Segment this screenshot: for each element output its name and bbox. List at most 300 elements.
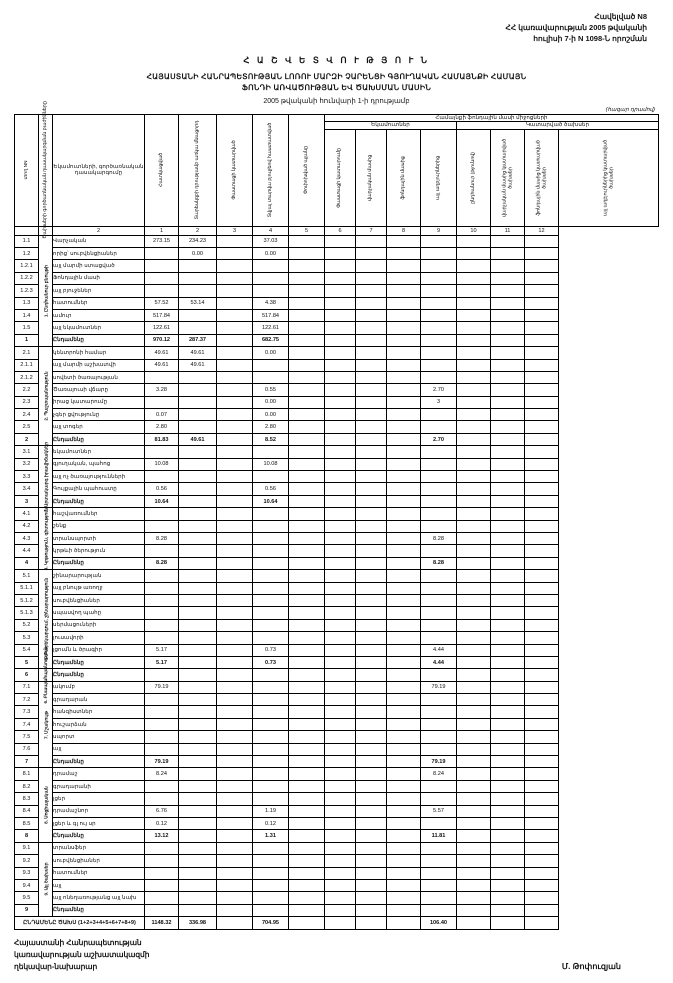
row-value-9 [421, 359, 457, 371]
row-name: Ընդամենը [53, 904, 145, 916]
row-index: 8.3 [15, 793, 39, 805]
row-value-10 [457, 495, 491, 507]
row-name: հաշվառումներ [53, 508, 145, 520]
row-index: 8 [15, 830, 39, 842]
row-value-2 [179, 879, 217, 891]
row-index: 1.3 [15, 297, 39, 309]
row-value-6 [325, 805, 356, 817]
row-name: գրադարան [53, 694, 145, 706]
row-value-11 [491, 508, 525, 520]
row-value-10 [457, 545, 491, 557]
row-value-5 [289, 904, 325, 916]
row-value-7 [356, 892, 387, 904]
row-value-11 [491, 570, 525, 582]
table-row [15, 248, 659, 260]
row-value-8 [387, 570, 421, 582]
row-value-6 [325, 545, 356, 557]
table-row [15, 669, 659, 681]
row-value-1 [145, 706, 179, 718]
row-value-2 [179, 421, 217, 433]
row-value-5 [289, 570, 325, 582]
row-value-4 [253, 508, 289, 520]
row-value-5 [289, 285, 325, 297]
row-value-12 [525, 334, 559, 346]
row-value-8 [387, 384, 421, 396]
row-value-5 [289, 743, 325, 755]
row-value-1: 0.56 [145, 483, 179, 495]
row-value-3 [217, 656, 253, 668]
row-value-9 [421, 483, 457, 495]
row-value-6 [325, 371, 356, 383]
row-value-10 [457, 582, 491, 594]
row-value-7 [356, 520, 387, 532]
row-value-12 [525, 347, 559, 359]
row-value-11 [491, 347, 525, 359]
row-value-9 [421, 347, 457, 359]
row-index: 3.3 [15, 471, 39, 483]
row-value-1: 57.52 [145, 297, 179, 309]
row-value-2 [179, 458, 217, 470]
row-value-8 [387, 830, 421, 842]
table-row [15, 520, 659, 532]
row-value-12 [525, 384, 559, 396]
row-value-6 [325, 272, 356, 284]
row-value-12 [525, 656, 559, 668]
table-row [15, 842, 659, 854]
row-value-6 [325, 793, 356, 805]
row-value-10 [457, 669, 491, 681]
row-value-9: 4.44 [421, 656, 457, 668]
row-name: այլ բնույթ առողջ [53, 582, 145, 594]
header-col-9: ընդհանուր (թյունով) [457, 129, 491, 226]
table-row [15, 607, 659, 619]
row-value-6 [325, 520, 356, 532]
row-value-1: 81.83 [145, 433, 179, 445]
row-value-2 [179, 545, 217, 557]
row-value-1: 122.61 [145, 322, 179, 334]
row-value-12 [525, 545, 559, 557]
row-value-10 [457, 533, 491, 545]
row-value-1 [145, 248, 179, 260]
header-idx: տող NN [15, 115, 39, 227]
row-name: Վարչական [53, 235, 145, 247]
row-value-9 [421, 718, 457, 730]
row-value-5 [289, 545, 325, 557]
row-value-12 [525, 533, 559, 545]
row-value-2 [179, 483, 217, 495]
row-value-9 [421, 632, 457, 644]
header-col-10: վարչական մասից կատարված ծախսեր [491, 129, 525, 226]
row-value-3 [217, 904, 253, 916]
row-value-4: 682.75 [253, 334, 289, 346]
header-col-7: ֆոնդային մասից [387, 129, 421, 226]
row-index: 4 [15, 557, 39, 569]
row-value-11 [491, 619, 525, 631]
row-value-7 [356, 557, 387, 569]
row-value-3 [217, 334, 253, 346]
row-value-10 [457, 644, 491, 656]
row-value-7 [356, 334, 387, 346]
row-value-5 [289, 718, 325, 730]
header-line-2: ՀՀ կառավարության 2005 թվականի [505, 22, 647, 32]
row-value-5 [289, 421, 325, 433]
row-value-7 [356, 656, 387, 668]
row-value-6 [325, 309, 356, 321]
row-value-11 [491, 334, 525, 346]
row-value-2: 49.61 [179, 433, 217, 445]
row-value-6 [325, 471, 356, 483]
row-value-6 [325, 681, 356, 693]
row-value-8 [387, 421, 421, 433]
row-value-8 [387, 347, 421, 359]
row-value-6 [325, 347, 356, 359]
row-value-2 [179, 904, 217, 916]
section-label: 9. Այլ ծախսեր [39, 842, 53, 916]
row-index: 5.1.1 [15, 582, 39, 594]
row-value-7 [356, 297, 387, 309]
row-value-12 [525, 508, 559, 520]
row-value-12 [525, 644, 559, 656]
row-value-5 [289, 248, 325, 260]
row-value-12 [525, 855, 559, 867]
row-value-7 [356, 446, 387, 458]
row-name: այլ մարմի ստացված [53, 260, 145, 272]
colnum-11: 11 [491, 226, 525, 235]
row-value-10 [457, 235, 491, 247]
table-row [15, 495, 659, 507]
row-value-7 [356, 309, 387, 321]
row-value-6 [325, 644, 356, 656]
row-value-12 [525, 520, 559, 532]
row-value-7 [356, 471, 387, 483]
row-value-9 [421, 570, 457, 582]
row-value-2 [179, 805, 217, 817]
row-index: 7.3 [15, 706, 39, 718]
row-index: 5.2 [15, 619, 39, 631]
colnum-1: 1 [145, 226, 179, 235]
row-value-5 [289, 520, 325, 532]
row-value-7 [356, 260, 387, 272]
row-value-6 [325, 904, 356, 916]
row-value-4 [253, 359, 289, 371]
row-value-2 [179, 594, 217, 606]
row-value-9 [421, 458, 457, 470]
row-value-9: 3 [421, 396, 457, 408]
row-value-1 [145, 594, 179, 606]
row-index: 2.1.1 [15, 359, 39, 371]
table-row [15, 681, 659, 693]
row-value-4 [253, 780, 289, 792]
row-value-8 [387, 322, 421, 334]
row-value-4 [253, 285, 289, 297]
row-value-4: 0.56 [253, 483, 289, 495]
row-value-7 [356, 582, 387, 594]
row-value-2 [179, 817, 217, 829]
row-value-1: 273.15 [145, 235, 179, 247]
table-row [15, 347, 659, 359]
row-value-4 [253, 842, 289, 854]
row-index: 1 [15, 334, 39, 346]
table-row [15, 433, 659, 445]
row-value-8 [387, 371, 421, 383]
row-value-7 [356, 248, 387, 260]
row-value-12 [525, 557, 559, 569]
row-value-12 [525, 421, 559, 433]
row-value-8 [387, 545, 421, 557]
row-value-6 [325, 718, 356, 730]
row-value-4 [253, 594, 289, 606]
row-value-6 [325, 768, 356, 780]
row-value-4 [253, 446, 289, 458]
row-value-8 [387, 495, 421, 507]
header-col-5: Փաստացի կատարումը [325, 129, 356, 226]
colnum-10: 10 [457, 226, 491, 235]
row-value-6 [325, 743, 356, 755]
row-value-2 [179, 371, 217, 383]
row-value-6 [325, 570, 356, 582]
row-value-1: 0.07 [145, 409, 179, 421]
row-index: 7.2 [15, 694, 39, 706]
row-value-2: 287.37 [179, 334, 217, 346]
row-value-10 [457, 371, 491, 383]
row-value-8 [387, 879, 421, 891]
row-value-9 [421, 235, 457, 247]
row-value-4: 0.00 [253, 396, 289, 408]
grand-total-value-1: 1148.32 [145, 917, 179, 929]
row-value-1 [145, 867, 179, 879]
row-value-3 [217, 570, 253, 582]
row-value-8 [387, 867, 421, 879]
row-value-12 [525, 297, 559, 309]
table-row [15, 272, 659, 284]
row-index: 2 [15, 433, 39, 445]
table-row [15, 867, 659, 879]
row-index: 7 [15, 756, 39, 768]
row-value-11 [491, 235, 525, 247]
row-value-1: 10.08 [145, 458, 179, 470]
row-index: 7.5 [15, 731, 39, 743]
row-value-2 [179, 285, 217, 297]
row-value-12 [525, 471, 559, 483]
row-value-6 [325, 285, 356, 297]
table-row [15, 768, 659, 780]
row-value-1: 13.12 [145, 830, 179, 842]
row-value-4: 0.00 [253, 409, 289, 421]
row-value-3 [217, 248, 253, 260]
row-value-7 [356, 359, 387, 371]
row-value-11 [491, 694, 525, 706]
row-value-12 [525, 235, 559, 247]
row-index: 9.5 [15, 892, 39, 904]
table-row [15, 644, 659, 656]
row-value-6 [325, 607, 356, 619]
row-value-1 [145, 793, 179, 805]
row-value-6 [325, 409, 356, 421]
row-value-1 [145, 285, 179, 297]
row-index: 4.3 [15, 533, 39, 545]
row-value-2: 53.14 [179, 297, 217, 309]
row-value-9 [421, 669, 457, 681]
row-value-11 [491, 322, 525, 334]
row-value-12 [525, 619, 559, 631]
row-value-3 [217, 260, 253, 272]
row-name: լցեր և գլ ույ սր [53, 817, 145, 829]
row-value-2 [179, 322, 217, 334]
row-value-10 [457, 272, 491, 284]
row-value-12 [525, 694, 559, 706]
row-name: կենտրոնի համար [53, 347, 145, 359]
row-name: լցումն և ծրագիր [53, 644, 145, 656]
row-value-10 [457, 718, 491, 730]
table-row [15, 570, 659, 582]
table-row [15, 508, 659, 520]
row-value-7 [356, 681, 387, 693]
row-value-8 [387, 842, 421, 854]
colnum-5: 5 [289, 226, 325, 235]
row-value-9 [421, 879, 457, 891]
row-value-1 [145, 619, 179, 631]
row-value-3 [217, 285, 253, 297]
row-value-10 [457, 607, 491, 619]
row-value-8 [387, 557, 421, 569]
row-value-10 [457, 793, 491, 805]
row-value-5 [289, 409, 325, 421]
row-value-2 [179, 756, 217, 768]
row-value-4 [253, 260, 289, 272]
row-value-1: 10.64 [145, 495, 179, 507]
row-value-3 [217, 632, 253, 644]
row-value-3 [217, 433, 253, 445]
table-row [15, 285, 659, 297]
row-value-1 [145, 371, 179, 383]
row-value-11 [491, 582, 525, 594]
row-value-10 [457, 557, 491, 569]
row-value-11 [491, 471, 525, 483]
row-value-7 [356, 694, 387, 706]
row-value-12 [525, 756, 559, 768]
row-value-5 [289, 731, 325, 743]
row-value-11 [491, 359, 525, 371]
row-index: 5.1.3 [15, 607, 39, 619]
table-row [15, 409, 659, 421]
row-value-6 [325, 669, 356, 681]
table-row [15, 694, 659, 706]
row-value-8 [387, 706, 421, 718]
row-value-5 [289, 347, 325, 359]
row-index: 5.1 [15, 570, 39, 582]
row-index: 2.4 [15, 409, 39, 421]
row-value-10 [457, 446, 491, 458]
row-value-3 [217, 830, 253, 842]
row-value-6 [325, 384, 356, 396]
row-value-1: 0.12 [145, 817, 179, 829]
table-row [15, 334, 659, 346]
row-value-11 [491, 520, 525, 532]
row-value-7 [356, 842, 387, 854]
row-index: 7.4 [15, 718, 39, 730]
section-label: 6. Բնապահպանություն [39, 669, 53, 681]
row-value-7 [356, 644, 387, 656]
row-value-1 [145, 570, 179, 582]
row-value-9 [421, 545, 457, 557]
row-value-11 [491, 768, 525, 780]
row-value-7 [356, 632, 387, 644]
row-value-11 [491, 706, 525, 718]
row-value-8 [387, 533, 421, 545]
row-value-4: 517.84 [253, 309, 289, 321]
table-row [15, 892, 659, 904]
row-value-7 [356, 607, 387, 619]
row-index: 4.2 [15, 520, 39, 532]
row-value-10 [457, 768, 491, 780]
row-value-4: 37.03 [253, 235, 289, 247]
row-value-6 [325, 396, 356, 408]
row-value-5 [289, 619, 325, 631]
row-value-2 [179, 309, 217, 321]
row-value-2 [179, 731, 217, 743]
row-value-5 [289, 272, 325, 284]
row-value-7 [356, 272, 387, 284]
row-value-5 [289, 607, 325, 619]
row-value-1: 517.84 [145, 309, 179, 321]
row-value-8 [387, 446, 421, 458]
row-name: լուսավորի [53, 632, 145, 644]
row-value-6 [325, 508, 356, 520]
row-value-1: 79.19 [145, 756, 179, 768]
row-value-9 [421, 285, 457, 297]
row-value-10 [457, 830, 491, 842]
row-value-11 [491, 855, 525, 867]
row-name: այլ [53, 743, 145, 755]
row-value-3 [217, 557, 253, 569]
row-value-7 [356, 817, 387, 829]
row-value-12 [525, 309, 559, 321]
row-value-5 [289, 706, 325, 718]
row-index: 7.6 [15, 743, 39, 755]
row-value-3 [217, 272, 253, 284]
row-value-3 [217, 768, 253, 780]
row-value-1: 6.76 [145, 805, 179, 817]
row-value-11 [491, 780, 525, 792]
grand-total-label: ԸՆԴԱՄԵՆԸ ԾԱԽՍ (1+2+3+4+5+6+7+8+9) [15, 917, 145, 929]
row-value-8 [387, 718, 421, 730]
row-value-3 [217, 582, 253, 594]
row-value-4 [253, 793, 289, 805]
table-row [15, 471, 659, 483]
row-value-3 [217, 867, 253, 879]
row-value-1: 3.28 [145, 384, 179, 396]
row-name: կրթևի ծերություն [53, 545, 145, 557]
row-value-11 [491, 904, 525, 916]
row-value-10 [457, 309, 491, 321]
header-line-1: Հավելված N8 [594, 12, 647, 21]
row-value-12 [525, 842, 559, 854]
row-value-10 [457, 632, 491, 644]
row-value-2 [179, 793, 217, 805]
row-value-5 [289, 842, 325, 854]
row-value-8 [387, 297, 421, 309]
row-value-4: 8.52 [253, 433, 289, 445]
row-value-8 [387, 743, 421, 755]
row-value-1 [145, 582, 179, 594]
row-value-9: 4.44 [421, 644, 457, 656]
row-value-11 [491, 533, 525, 545]
row-value-8 [387, 334, 421, 346]
table-row [15, 718, 659, 730]
row-value-1 [145, 842, 179, 854]
row-value-2 [179, 867, 217, 879]
row-value-3 [217, 495, 253, 507]
